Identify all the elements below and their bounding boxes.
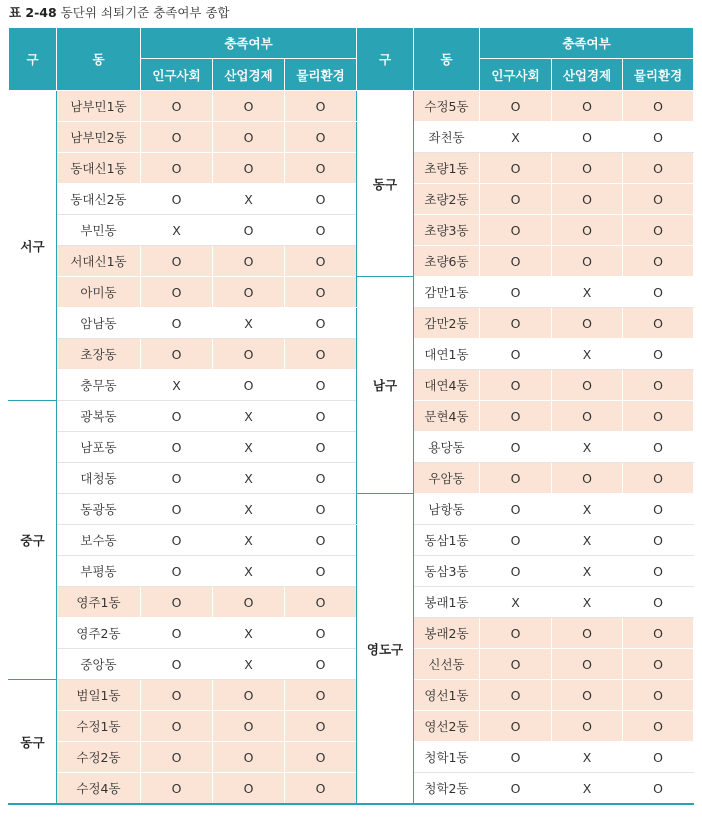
table-row <box>9 494 694 525</box>
table-row <box>9 587 694 618</box>
left-pop-cell: O <box>141 680 213 711</box>
right-phys-cell: O <box>623 370 694 401</box>
right-dong-cell: 감만2동 <box>414 308 480 339</box>
left-pop-cell: O <box>141 618 213 649</box>
left-ind-cell: X <box>213 432 285 463</box>
right-pop-cell: O <box>480 432 552 463</box>
right-ind-cell: O <box>552 91 623 122</box>
right-dong-cell: 초량3동 <box>414 215 480 246</box>
table-row <box>9 556 694 587</box>
left-pop-cell: X <box>141 215 213 246</box>
left-phys-cell: O <box>285 711 357 742</box>
right-pop-cell: O <box>480 308 552 339</box>
left-phys-cell: O <box>285 494 357 525</box>
left-ind-cell: X <box>213 494 285 525</box>
left-pop-cell: O <box>141 773 213 805</box>
left-dong-cell: 아미동 <box>57 277 141 308</box>
left-phys-cell: O <box>285 618 357 649</box>
left-pop-cell: O <box>141 649 213 680</box>
left-phys-cell: O <box>285 277 357 308</box>
right-dong-cell: 청학2동 <box>414 773 480 805</box>
right-ind-cell: X <box>552 773 623 805</box>
left-ind-cell: O <box>213 122 285 153</box>
right-pop-cell: O <box>480 525 552 556</box>
left-dong-cell: 남부민2동 <box>57 122 141 153</box>
gu-cell-left: 중구 <box>9 401 57 680</box>
right-pop-cell: O <box>480 153 552 184</box>
right-ind-cell: X <box>552 432 623 463</box>
left-dong-cell: 남부민1동 <box>57 91 141 122</box>
header-ind-right: 산업경제 <box>552 59 623 91</box>
right-pop-cell: O <box>480 494 552 525</box>
right-pop-cell: O <box>480 184 552 215</box>
left-dong-cell: 영주2동 <box>57 618 141 649</box>
left-pop-cell: O <box>141 339 213 370</box>
right-dong-cell: 우암동 <box>414 463 480 494</box>
left-dong-cell: 동광동 <box>57 494 141 525</box>
right-phys-cell: O <box>623 153 694 184</box>
right-ind-cell: X <box>552 742 623 773</box>
left-dong-cell: 영주1동 <box>57 587 141 618</box>
table-row <box>9 618 694 649</box>
left-ind-cell: O <box>213 711 285 742</box>
left-phys-cell: O <box>285 308 357 339</box>
right-dong-cell: 용당동 <box>414 432 480 463</box>
right-ind-cell: O <box>552 370 623 401</box>
right-dong-cell: 대연4동 <box>414 370 480 401</box>
header-dong-right: 동 <box>414 28 480 91</box>
gu-cell-left: 동구 <box>9 680 57 805</box>
left-dong-cell: 부민동 <box>57 215 141 246</box>
left-dong-cell: 대청동 <box>57 463 141 494</box>
left-phys-cell: O <box>285 587 357 618</box>
right-dong-cell: 영선2동 <box>414 711 480 742</box>
header-dong-left: 동 <box>57 28 141 91</box>
table-row <box>9 680 694 711</box>
left-pop-cell: O <box>141 525 213 556</box>
table-row <box>9 401 694 432</box>
right-phys-cell: O <box>623 711 694 742</box>
left-phys-cell: O <box>285 463 357 494</box>
left-dong-cell: 중앙동 <box>57 649 141 680</box>
table-row <box>9 153 694 184</box>
right-ind-cell: O <box>552 122 623 153</box>
header-phys-left: 물리환경 <box>285 59 357 91</box>
table-row <box>9 711 694 742</box>
table-row <box>9 91 694 122</box>
right-pop-cell: O <box>480 91 552 122</box>
right-phys-cell: O <box>623 773 694 805</box>
left-pop-cell: O <box>141 184 213 215</box>
right-dong-cell: 좌천동 <box>414 122 480 153</box>
header-group-right: 충족여부 <box>480 28 694 59</box>
right-pop-cell: O <box>480 680 552 711</box>
right-dong-cell: 영선1동 <box>414 680 480 711</box>
table-row <box>9 742 694 773</box>
left-dong-cell: 서대신1동 <box>57 246 141 277</box>
right-phys-cell: O <box>623 680 694 711</box>
left-phys-cell: O <box>285 432 357 463</box>
right-pop-cell: O <box>480 618 552 649</box>
right-ind-cell: O <box>552 215 623 246</box>
right-phys-cell: O <box>623 184 694 215</box>
right-ind-cell: X <box>552 277 623 308</box>
table-row <box>9 277 694 308</box>
left-pop-cell: O <box>141 711 213 742</box>
right-phys-cell: O <box>623 494 694 525</box>
left-phys-cell: O <box>285 122 357 153</box>
right-pop-cell: O <box>480 711 552 742</box>
table-row <box>9 339 694 370</box>
right-dong-cell: 감만1동 <box>414 277 480 308</box>
left-ind-cell: O <box>213 277 285 308</box>
left-ind-cell: O <box>213 246 285 277</box>
left-pop-cell: O <box>141 122 213 153</box>
criteria-table <box>8 27 694 805</box>
left-phys-cell: O <box>285 153 357 184</box>
right-dong-cell: 남항동 <box>414 494 480 525</box>
table-row <box>9 215 694 246</box>
left-dong-cell: 수정1동 <box>57 711 141 742</box>
right-ind-cell: X <box>552 587 623 618</box>
left-ind-cell: O <box>213 587 285 618</box>
left-dong-cell: 암남동 <box>57 308 141 339</box>
left-phys-cell: O <box>285 184 357 215</box>
gu-cell-right: 동구 <box>357 91 414 277</box>
left-pop-cell: O <box>141 432 213 463</box>
right-ind-cell: O <box>552 618 623 649</box>
right-pop-cell: O <box>480 246 552 277</box>
left-phys-cell: O <box>285 91 357 122</box>
left-phys-cell: O <box>285 556 357 587</box>
left-pop-cell: O <box>141 587 213 618</box>
right-phys-cell: O <box>623 556 694 587</box>
right-dong-cell: 대연1동 <box>414 339 480 370</box>
left-phys-cell: O <box>285 649 357 680</box>
table-row <box>9 432 694 463</box>
table-row <box>9 184 694 215</box>
table-row <box>9 773 694 805</box>
right-dong-cell: 초량1동 <box>414 153 480 184</box>
left-phys-cell: O <box>285 742 357 773</box>
right-dong-cell: 동삼3동 <box>414 556 480 587</box>
left-pop-cell: O <box>141 153 213 184</box>
right-phys-cell: O <box>623 308 694 339</box>
left-dong-cell: 초장동 <box>57 339 141 370</box>
right-pop-cell: O <box>480 277 552 308</box>
right-pop-cell: O <box>480 742 552 773</box>
left-ind-cell: O <box>213 742 285 773</box>
left-pop-cell: X <box>141 370 213 401</box>
left-dong-cell: 범일1동 <box>57 680 141 711</box>
left-ind-cell: X <box>213 525 285 556</box>
right-phys-cell: O <box>623 339 694 370</box>
left-ind-cell: O <box>213 773 285 805</box>
left-ind-cell: X <box>213 463 285 494</box>
left-pop-cell: O <box>141 277 213 308</box>
right-dong-cell: 봉래1동 <box>414 587 480 618</box>
right-pop-cell: O <box>480 215 552 246</box>
left-dong-cell: 남포동 <box>57 432 141 463</box>
right-dong-cell: 초량2동 <box>414 184 480 215</box>
left-phys-cell: O <box>285 773 357 805</box>
right-phys-cell: O <box>623 618 694 649</box>
header-phys-right: 물리환경 <box>623 59 694 91</box>
left-dong-cell: 부평동 <box>57 556 141 587</box>
left-ind-cell: O <box>213 91 285 122</box>
left-pop-cell: O <box>141 494 213 525</box>
gu-cell-right: 남구 <box>357 277 414 494</box>
right-pop-cell: O <box>480 649 552 680</box>
right-ind-cell: O <box>552 680 623 711</box>
left-ind-cell: O <box>213 370 285 401</box>
left-phys-cell: O <box>285 680 357 711</box>
right-ind-cell: X <box>552 525 623 556</box>
right-ind-cell: O <box>552 711 623 742</box>
right-ind-cell: X <box>552 339 623 370</box>
header-group-left: 충족여부 <box>141 28 357 59</box>
table-caption <box>9 2 230 24</box>
right-ind-cell: O <box>552 649 623 680</box>
right-pop-cell: X <box>480 587 552 618</box>
header-pop-left: 인구사회 <box>141 59 213 91</box>
right-phys-cell: O <box>623 742 694 773</box>
left-pop-cell: O <box>141 401 213 432</box>
right-ind-cell: X <box>552 494 623 525</box>
left-ind-cell: O <box>213 215 285 246</box>
left-phys-cell: O <box>285 339 357 370</box>
right-phys-cell: O <box>623 401 694 432</box>
left-dong-cell: 수정4동 <box>57 773 141 805</box>
right-dong-cell: 초량6동 <box>414 246 480 277</box>
left-ind-cell: X <box>213 556 285 587</box>
header-ind-left: 산업경제 <box>213 59 285 91</box>
right-phys-cell: O <box>623 277 694 308</box>
right-dong-cell: 동삼1동 <box>414 525 480 556</box>
right-ind-cell: O <box>552 184 623 215</box>
right-ind-cell: O <box>552 153 623 184</box>
header-pop-right: 인구사회 <box>480 59 552 91</box>
right-phys-cell: O <box>623 525 694 556</box>
left-phys-cell: O <box>285 246 357 277</box>
table-number: 표 2-48 <box>9 5 57 20</box>
right-phys-cell: O <box>623 587 694 618</box>
right-dong-cell: 청학1동 <box>414 742 480 773</box>
right-pop-cell: O <box>480 773 552 805</box>
left-pop-cell: O <box>141 742 213 773</box>
right-dong-cell: 문현4동 <box>414 401 480 432</box>
left-dong-cell: 보수동 <box>57 525 141 556</box>
right-dong-cell: 신선동 <box>414 649 480 680</box>
right-phys-cell: O <box>623 215 694 246</box>
left-phys-cell: O <box>285 525 357 556</box>
left-pop-cell: O <box>141 246 213 277</box>
right-ind-cell: O <box>552 401 623 432</box>
right-ind-cell: O <box>552 463 623 494</box>
right-pop-cell: O <box>480 556 552 587</box>
right-pop-cell: O <box>480 401 552 432</box>
left-dong-cell: 광복동 <box>57 401 141 432</box>
right-phys-cell: O <box>623 649 694 680</box>
left-ind-cell: X <box>213 308 285 339</box>
left-dong-cell: 동대신1동 <box>57 153 141 184</box>
left-dong-cell: 수정2동 <box>57 742 141 773</box>
table-row <box>9 463 694 494</box>
right-pop-cell: X <box>480 122 552 153</box>
right-phys-cell: O <box>623 91 694 122</box>
right-ind-cell: O <box>552 246 623 277</box>
left-ind-cell: X <box>213 618 285 649</box>
table-row <box>9 649 694 680</box>
gu-cell-left: 서구 <box>9 91 57 401</box>
left-ind-cell: X <box>213 401 285 432</box>
header-gu-left: 구 <box>9 28 57 91</box>
left-pop-cell: O <box>141 308 213 339</box>
left-ind-cell: X <box>213 184 285 215</box>
left-pop-cell: O <box>141 91 213 122</box>
left-ind-cell: O <box>213 339 285 370</box>
table-row <box>9 370 694 401</box>
gu-cell-right: 영도구 <box>357 494 414 805</box>
right-ind-cell: O <box>552 308 623 339</box>
left-phys-cell: O <box>285 401 357 432</box>
table-row <box>9 308 694 339</box>
left-ind-cell: X <box>213 649 285 680</box>
left-ind-cell: O <box>213 680 285 711</box>
left-phys-cell: O <box>285 370 357 401</box>
right-phys-cell: O <box>623 246 694 277</box>
table-body <box>9 91 694 805</box>
left-dong-cell: 동대신2동 <box>57 184 141 215</box>
table-row <box>9 122 694 153</box>
right-phys-cell: O <box>623 122 694 153</box>
right-ind-cell: X <box>552 556 623 587</box>
right-phys-cell: O <box>623 432 694 463</box>
table-title: 동단위 쇠퇴기준 충족여부 종합 <box>60 5 230 20</box>
right-pop-cell: O <box>480 370 552 401</box>
left-ind-cell: O <box>213 153 285 184</box>
table-row <box>9 246 694 277</box>
right-phys-cell: O <box>623 463 694 494</box>
left-dong-cell: 충무동 <box>57 370 141 401</box>
left-pop-cell: O <box>141 463 213 494</box>
left-phys-cell: O <box>285 215 357 246</box>
right-dong-cell: 수정5동 <box>414 91 480 122</box>
right-pop-cell: O <box>480 463 552 494</box>
right-pop-cell: O <box>480 339 552 370</box>
header-gu-right: 구 <box>357 28 414 91</box>
left-pop-cell: O <box>141 556 213 587</box>
table-row <box>9 525 694 556</box>
right-dong-cell: 봉래2동 <box>414 618 480 649</box>
